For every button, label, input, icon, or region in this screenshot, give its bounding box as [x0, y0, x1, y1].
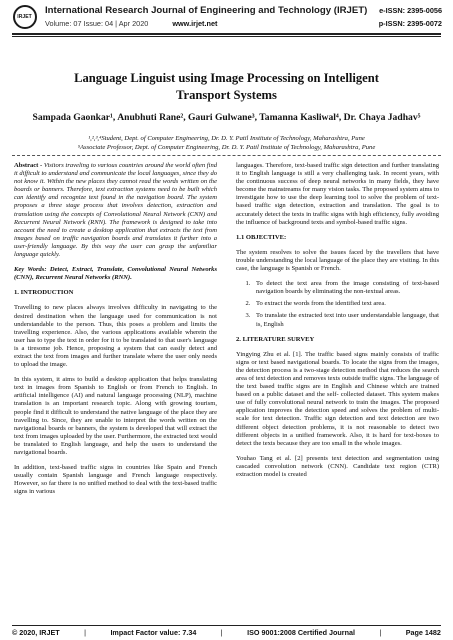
title-line-1: Language Linguist using Image Processing on Intelligent [74, 71, 379, 85]
pissn: p-ISSN: 2395-0072 [378, 19, 442, 28]
paper-title [20, 70, 433, 104]
intro-heading: 1. INTRODUCTION [14, 289, 74, 297]
literature-paragraph-1: Yingying Zhu et al. [1]. The traffic based signs mainly consists of traffic signs or text based navigational boards. To locate the signs from the images, the detection process is a two-stage detection method that reduces the search area of text detection and removes texts outside traffic signs. The language of the text based traffic signs are in English and Chinese which are trained based on a public dataset and the self- collected dataset. This system makes use of fully convolutional neural network to train the images. The proposed application improves the detection speed and solves the problem of multi-scale for text detection. Traffic sign detection and text detection are two different object detection problems, it is not reasonable to detect two different objects in a unified framework. Also, it is hard for text-boxes to detect the texts because they are too small in the whole images. [236, 350, 439, 447]
page-footer: © 2020, IRJET | Impact Factor value: 7.34 | ISO 9001:2008 Certified Journal | Page 1482 [12, 628, 441, 637]
footer-copyright: © 2020, IRJET [12, 628, 60, 637]
journal-header [0, 0, 453, 37]
list-item: 2. To extract the words from the identified text area. [252, 300, 439, 308]
abstract [14, 162, 217, 259]
abstract-label: Abstract - [14, 162, 43, 169]
objective-text: The system resolves to solve the issues faced by the travellers that have trouble understanding the local language of the place they are visiting. In this case, the language is Spanish or French. [236, 248, 439, 273]
literature-paragraph-2: Youhao Tang et al. [2] presents text detection and segmentation using cascaded convolution network (CNN). Candidate text region (CTR) extraction model is created [236, 454, 439, 478]
logo-text: IRJET [17, 14, 33, 20]
left-column [14, 162, 217, 503]
footer-page-number: Page 1482 [405, 628, 441, 637]
footer-iso: ISO 9001:2008 Certified Journal [247, 628, 355, 637]
intro-continued: languages. Therefore, text-based traffic sign detection and further translating it to English language is still a very challenging task. In recent years, with the continuous success of deep neural networks in many fields, they have become the mainstreams for many vision tasks. The proposed system aims to investigate how to use the deep learning tool to solve the problem of text-based traffic sign detection, extraction and translation. The goal is to accurately detect the texts in traffic signs with high efficiency, fully avoiding the influence of background texts and symbol-based traffic signs. [236, 162, 439, 226]
literature-heading: 2. LITERATURE SURVEY [236, 335, 315, 343]
keywords-text: Detect, Extract, Translate, Convolutional Neural Networks (CNN), Recurrent Neural Networks (RNN). [14, 266, 217, 282]
header-rule-thin [12, 36, 441, 37]
journal-website[interactable]: www.irjet.net [172, 19, 218, 28]
objective-heading: 1.1 OBJECTIVE: [236, 233, 287, 241]
objective-list [236, 280, 439, 328]
footer-rule [12, 625, 441, 626]
right-column [236, 162, 439, 486]
keywords-label: Key Words: [14, 266, 47, 274]
keywords [14, 266, 217, 282]
section-divider [12, 155, 441, 156]
title-line-2: Transport Systems [176, 88, 277, 102]
intro-paragraph-1: Travelling to new places always involves difficulty in navigating to the desired destination when the language used for communication is not understandable to the person. Thus, this poses a problem and limits the travelling experience. Also, the various applications available wherein the user has to type the text in order for it to be translated to that user's language is a tiresome job. Hence, proposing a system that can easily detect and extract the text from images and further translate where the user only needs to upload the image. [14, 304, 217, 369]
journal-title: International Research Journal of Engineering and Technology (IRJET) [45, 5, 368, 16]
list-item: 1. To detect the text area from the image consisting of text-based navigation boards by eliminating the non-textual areas. [252, 280, 439, 296]
paper-authors: Sampada Gaonkar¹, Anubhuti Rane², Gauri Gulwane³, Tamanna Kasliwal⁴, Dr. Chaya Jadhav⁵ [32, 112, 421, 123]
intro-paragraph-2: In this system, it aims to build a desktop application that helps translating text in images from Spanish to English or from French to English. In artificial intelligence (AI) and natural language processing (NLP), machine translation is an important research topic. Along with growing tourism, people find it difficult to understand the native language of the place they are travelling to. Since, they are unable to interpret the words written on the navigational boards or banners, the system is developed that will extract the text from images uploaded by the user. Furthermore, the extracted text would be translated to English language, and help the users to understand the navigational boards. [14, 376, 217, 456]
affiliation-professor: ⁵Associate Professor, Dept. of Computer Engineering, Dr. D. Y. Patil Institute of Technology, Maharashtra, Pune [77, 144, 376, 151]
journal-meta [45, 19, 217, 28]
volume-issue: Volume: 07 Issue: 04 | Apr 2020 [45, 19, 149, 28]
intro-paragraph-3: In addition, text-based traffic signs in countries like Spain and French usually contain Spanish language and French language respectively. However, so far there is no unified method to deal with the text-based traffic signs in various [14, 464, 217, 496]
journal-logo [13, 5, 37, 29]
header-rule [12, 33, 441, 35]
affiliation-students: ¹,²,³,⁴Student, Dept. of Computer Engineering, Dr. D. Y. Patil Institute of Technology, Maharashtra, Pune [88, 135, 365, 142]
eissn: e-ISSN: 2395-0056 [379, 6, 442, 15]
list-item: 3. To translate the extracted text into user understandable language, that is, English [252, 312, 439, 328]
footer-impact-factor: Impact Factor value: 7.34 [110, 628, 197, 637]
abstract-text: Visitors traveling to various countries around the world often find it difficult to understand and communicate the local languages, since they do not know it. Within the new places they cannot read the words written on the boards or banners. Therefore, text extraction systems need to be built which can identify and recognize text found in the navigation board. The system proposes a three stage process that involves detection, extraction and translation using the concepts of Convolutional Neural Network (CNN) and Recurrent Neural Network (RNN). The framework is designed to take into account the need to create a desktop application that extracts the text from images based on traffic navigation boards and translates it further into a user-friendly language. By this way the user can grasp the unfamiliar language quickly. [14, 162, 217, 259]
